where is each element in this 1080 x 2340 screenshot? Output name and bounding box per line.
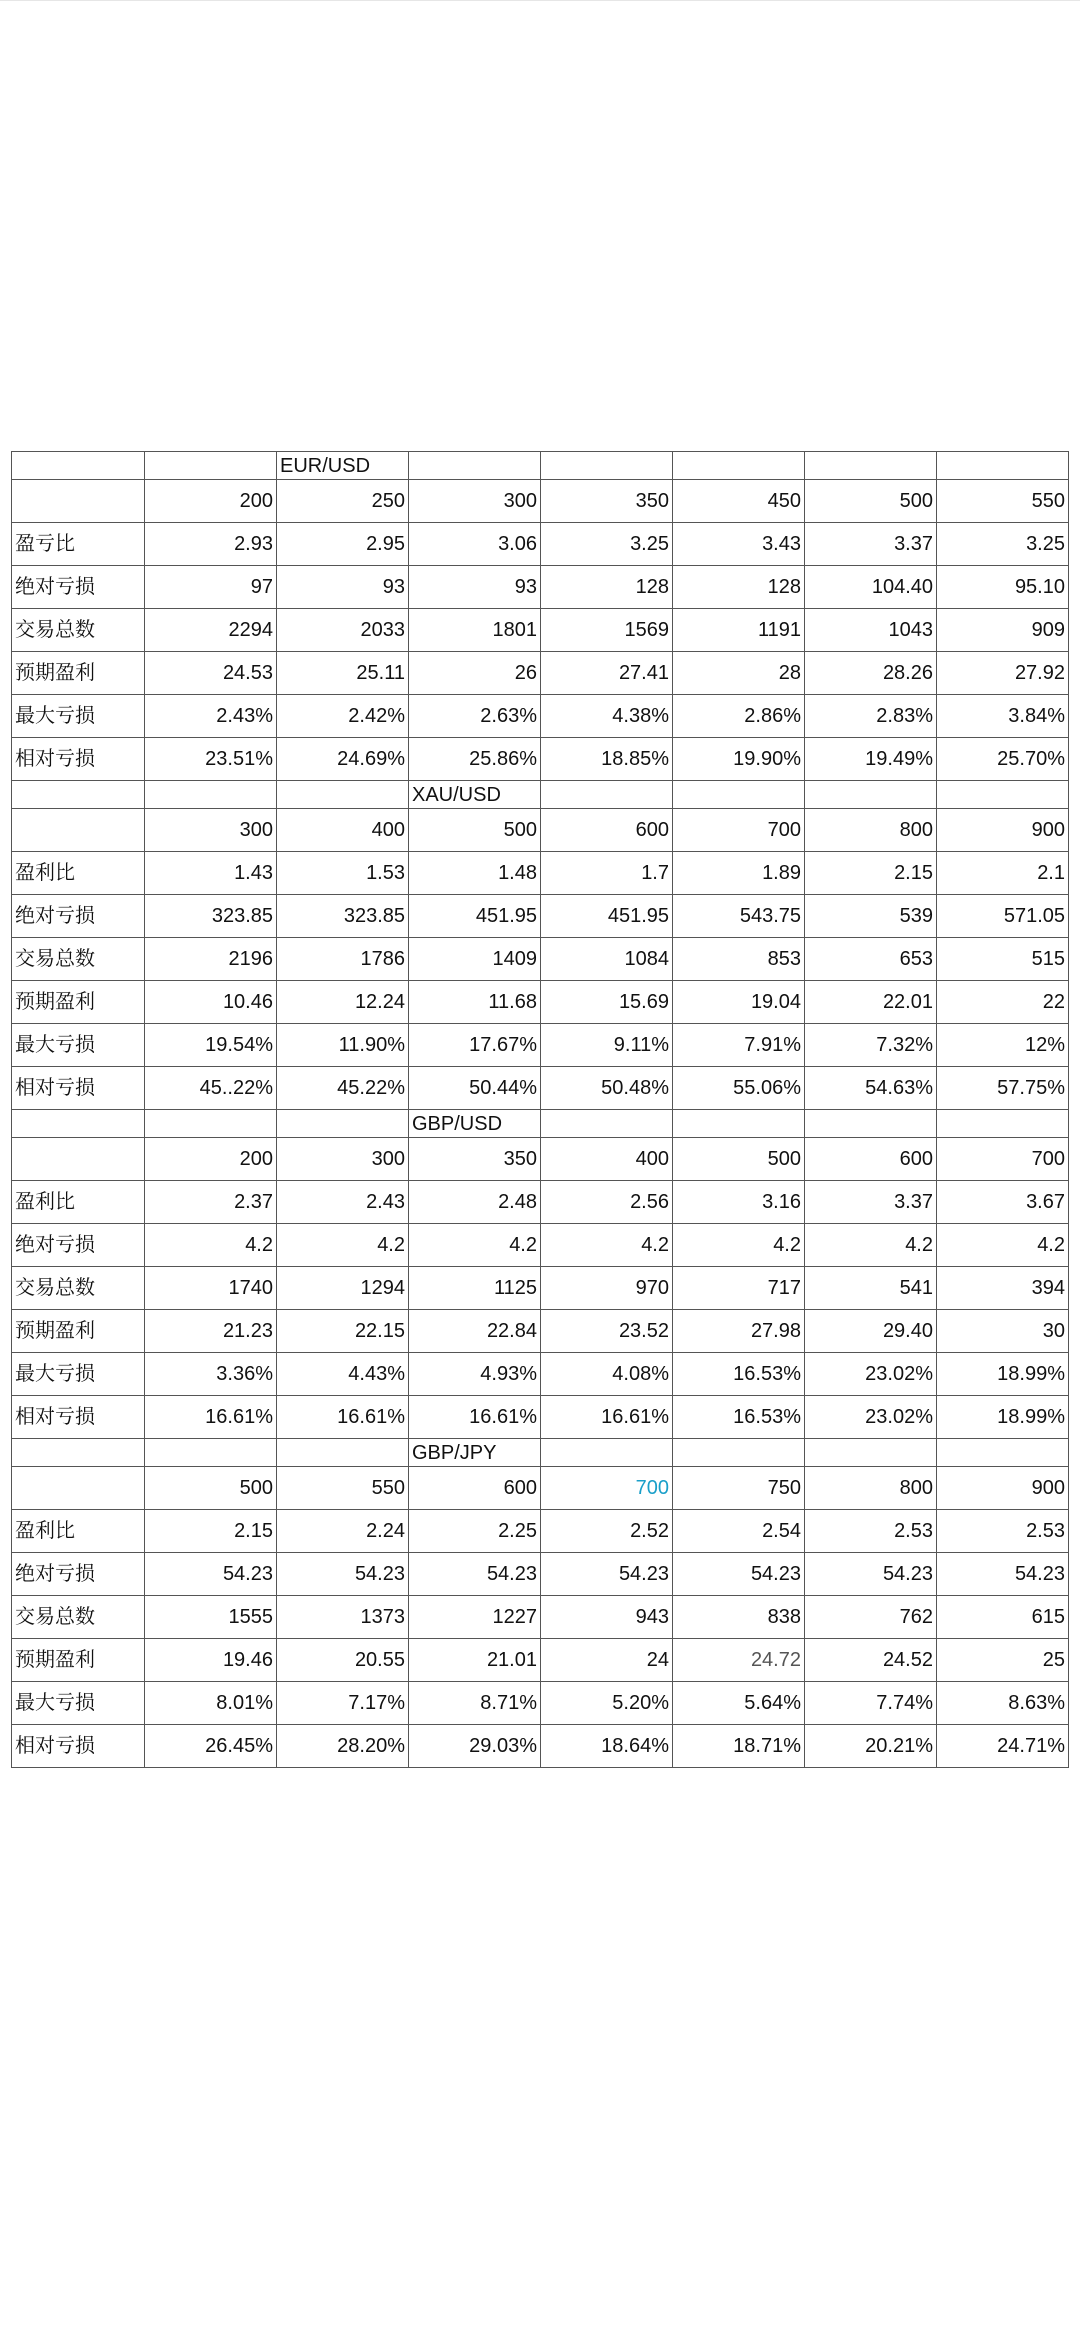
period-row [12,1138,1069,1181]
metric-value: 2.53 [937,1510,1069,1553]
metric-row [12,1682,1069,1725]
metric-value: 8.01% [145,1682,277,1725]
metric-label: 预期盈利 [12,1310,145,1353]
metric-value: 539 [805,895,937,938]
metric-value: 2.42% [277,695,409,738]
metric-row [12,695,1069,738]
metric-value: 451.95 [409,895,541,938]
metric-value: 54.23 [937,1553,1069,1596]
metric-value: 15.69 [541,981,673,1024]
period-cell: 600 [541,809,673,852]
metric-value: 1801 [409,609,541,652]
currency-pair-title: GBP/JPY [409,1439,541,1467]
metric-value: 8.63% [937,1682,1069,1725]
metric-label: 盈利比 [12,1510,145,1553]
metric-row [12,1310,1069,1353]
metric-value: 12.24 [277,981,409,1024]
metric-value: 50.44% [409,1067,541,1110]
period-cell: 700 [673,809,805,852]
period-row [12,480,1069,523]
metric-label: 最大亏损 [12,695,145,738]
metric-value: 3.37 [805,523,937,566]
currency-pair-row [12,1110,1069,1138]
metric-row [12,1596,1069,1639]
period-cell: 500 [409,809,541,852]
empty-cell [937,1110,1069,1138]
metric-value: 24.52 [805,1639,937,1682]
metric-value: 16.61% [145,1396,277,1439]
metric-value: 23.51% [145,738,277,781]
metric-value: 838 [673,1596,805,1639]
metric-row [12,609,1069,652]
currency-pair-row [12,781,1069,809]
metric-value: 93 [277,566,409,609]
currency-pair-title: EUR/USD [277,452,409,480]
metric-label: 相对亏损 [12,738,145,781]
metric-label: 最大亏损 [12,1024,145,1067]
empty-cell [12,452,145,480]
metric-value: 22.84 [409,1310,541,1353]
metric-value: 4.2 [541,1224,673,1267]
empty-cell [541,1110,673,1138]
period-cell: 700 [937,1138,1069,1181]
metric-row [12,852,1069,895]
metric-value: 4.2 [277,1224,409,1267]
metric-value: 104.40 [805,566,937,609]
metric-value: 29.03% [409,1725,541,1768]
metric-value: 22.15 [277,1310,409,1353]
empty-cell [541,452,673,480]
metric-value: 1294 [277,1267,409,1310]
empty-cell [12,1439,145,1467]
metric-label: 预期盈利 [12,652,145,695]
metric-value: 128 [673,566,805,609]
metric-value: 2.56 [541,1181,673,1224]
period-cell: 550 [937,480,1069,523]
empty-cell [805,1439,937,1467]
metric-value: 28.26 [805,652,937,695]
metric-value: 17.67% [409,1024,541,1067]
metric-value: 3.43 [673,523,805,566]
metric-value: 1.89 [673,852,805,895]
metric-value: 451.95 [541,895,673,938]
empty-cell [12,809,145,852]
metric-value: 2.48 [409,1181,541,1224]
metric-value: 18.85% [541,738,673,781]
period-cell: 600 [409,1467,541,1510]
metric-label: 盈利比 [12,1181,145,1224]
empty-cell [12,1138,145,1181]
empty-cell [805,781,937,809]
metric-row [12,1725,1069,1768]
metric-value: 1227 [409,1596,541,1639]
period-cell: 450 [673,480,805,523]
metric-value: 2.63% [409,695,541,738]
metric-label: 相对亏损 [12,1067,145,1110]
metric-value: 25 [937,1639,1069,1682]
metric-value: 2.93 [145,523,277,566]
period-cell: 200 [145,480,277,523]
metric-value: 19.54% [145,1024,277,1067]
metric-value: 10.46 [145,981,277,1024]
currency-pair-title: GBP/USD [409,1110,541,1138]
metric-value: 3.16 [673,1181,805,1224]
metric-row [12,1024,1069,1067]
metric-value: 571.05 [937,895,1069,938]
metric-value: 19.49% [805,738,937,781]
metric-value: 24 [541,1639,673,1682]
empty-cell [145,452,277,480]
metric-value: 4.38% [541,695,673,738]
metric-value: 19.90% [673,738,805,781]
metric-value: 653 [805,938,937,981]
empty-cell [12,781,145,809]
metric-row [12,738,1069,781]
metric-value: 3.37 [805,1181,937,1224]
metric-value: 54.63% [805,1067,937,1110]
metric-row [12,1067,1069,1110]
period-cell: 800 [805,809,937,852]
metric-value: 853 [673,938,805,981]
metric-label: 相对亏损 [12,1725,145,1768]
empty-cell [541,1439,673,1467]
metric-value: 1555 [145,1596,277,1639]
period-cell: 750 [673,1467,805,1510]
period-cell: 600 [805,1138,937,1181]
metric-row [12,938,1069,981]
metric-value: 12% [937,1024,1069,1067]
metric-value: 323.85 [277,895,409,938]
metric-value: 2.95 [277,523,409,566]
empty-cell [673,1110,805,1138]
period-cell: 400 [541,1138,673,1181]
empty-cell [673,452,805,480]
metric-value: 1043 [805,609,937,652]
metric-value: 21.23 [145,1310,277,1353]
metric-value: 18.64% [541,1725,673,1768]
metric-value: 18.71% [673,1725,805,1768]
metric-value: 18.99% [937,1396,1069,1439]
empty-cell [673,781,805,809]
metric-value: 615 [937,1596,1069,1639]
metric-row [12,523,1069,566]
metric-value: 16.61% [277,1396,409,1439]
metric-row [12,566,1069,609]
metric-value: 3.67 [937,1181,1069,1224]
metric-value: 28.20% [277,1725,409,1768]
metric-value: 55.06% [673,1067,805,1110]
period-cell: 300 [145,809,277,852]
period-row [12,809,1069,852]
metric-value: 29.40 [805,1310,937,1353]
metric-value: 93 [409,566,541,609]
currency-pair-row [12,452,1069,480]
metric-value: 2.53 [805,1510,937,1553]
period-cell: 500 [805,480,937,523]
metric-value: 54.23 [541,1553,673,1596]
metric-value: 394 [937,1267,1069,1310]
metric-value: 26.45% [145,1725,277,1768]
period-cell: 250 [277,480,409,523]
metric-value: 2.1 [937,852,1069,895]
metric-value: 3.06 [409,523,541,566]
metric-value: 1740 [145,1267,277,1310]
metric-value: 19.04 [673,981,805,1024]
metric-value: 2.15 [805,852,937,895]
metric-row [12,1353,1069,1396]
metric-value: 20.55 [277,1639,409,1682]
metric-value: 4.2 [673,1224,805,1267]
period-cell: 900 [937,809,1069,852]
backtest-table [11,451,1069,1768]
top-divider [0,0,1080,1]
metric-value: 9.11% [541,1024,673,1067]
metric-value: 541 [805,1267,937,1310]
metric-value: 3.36% [145,1353,277,1396]
metric-value: 23.02% [805,1353,937,1396]
empty-cell [673,1439,805,1467]
metric-label: 盈利比 [12,852,145,895]
metric-value: 21.01 [409,1639,541,1682]
metric-label: 交易总数 [12,1267,145,1310]
metric-label: 盈亏比 [12,523,145,566]
metric-value: 24.71% [937,1725,1069,1768]
metric-row [12,1267,1069,1310]
metric-value: 2.86% [673,695,805,738]
empty-cell [145,1110,277,1138]
metric-value: 1084 [541,938,673,981]
metric-value: 1373 [277,1596,409,1639]
metric-value: 20.21% [805,1725,937,1768]
metric-value: 19.46 [145,1639,277,1682]
empty-cell [277,1110,409,1138]
metric-value: 27.98 [673,1310,805,1353]
metric-value: 2.24 [277,1510,409,1553]
metric-value: 4.08% [541,1353,673,1396]
metric-value: 2.54 [673,1510,805,1553]
metric-value: 128 [541,566,673,609]
metric-value: 970 [541,1267,673,1310]
metric-value: 4.2 [805,1224,937,1267]
metric-value: 22.01 [805,981,937,1024]
metric-value: 1409 [409,938,541,981]
metric-value: 7.91% [673,1024,805,1067]
metric-value: 24.53 [145,652,277,695]
metric-value: 1.43 [145,852,277,895]
metric-value: 1191 [673,609,805,652]
period-row [12,1467,1069,1510]
metric-label: 预期盈利 [12,981,145,1024]
metric-value: 54.23 [805,1553,937,1596]
metric-value: 24.72 [673,1639,805,1682]
metric-label: 绝对亏损 [12,1224,145,1267]
metric-value: 2.83% [805,695,937,738]
period-cell: 700 [541,1467,673,1510]
empty-cell [12,480,145,523]
period-cell: 350 [409,1138,541,1181]
metric-value: 24.69% [277,738,409,781]
empty-cell [277,1439,409,1467]
metric-value: 1125 [409,1267,541,1310]
metric-value: 26 [409,652,541,695]
empty-cell [937,1439,1069,1467]
metric-value: 3.25 [541,523,673,566]
empty-cell [145,781,277,809]
metric-value: 7.74% [805,1682,937,1725]
metric-value: 30 [937,1310,1069,1353]
metric-value: 22 [937,981,1069,1024]
metric-value: 2.43% [145,695,277,738]
metric-label: 交易总数 [12,938,145,981]
period-cell: 400 [277,809,409,852]
period-cell: 500 [673,1138,805,1181]
metric-value: 27.41 [541,652,673,695]
metric-label: 交易总数 [12,609,145,652]
metric-value: 717 [673,1267,805,1310]
metric-value: 2.25 [409,1510,541,1553]
metric-value: 4.2 [409,1224,541,1267]
metric-value: 323.85 [145,895,277,938]
currency-pair-row [12,1439,1069,1467]
empty-cell [12,1467,145,1510]
metric-label: 交易总数 [12,1596,145,1639]
metric-value: 25.70% [937,738,1069,781]
metric-value: 1786 [277,938,409,981]
metric-value: 16.53% [673,1353,805,1396]
metric-value: 18.99% [937,1353,1069,1396]
currency-pair-title: XAU/USD [409,781,541,809]
metric-value: 54.23 [145,1553,277,1596]
metric-label: 相对亏损 [12,1396,145,1439]
metric-label: 绝对亏损 [12,566,145,609]
metric-value: 5.20% [541,1682,673,1725]
metric-value: 45.22% [277,1067,409,1110]
metric-value: 54.23 [277,1553,409,1596]
empty-cell [409,452,541,480]
metric-value: 45..22% [145,1067,277,1110]
period-cell: 350 [541,480,673,523]
metric-value: 16.53% [673,1396,805,1439]
metric-value: 2.52 [541,1510,673,1553]
metric-value: 943 [541,1596,673,1639]
metric-row [12,652,1069,695]
empty-cell [145,1439,277,1467]
metric-value: 23.02% [805,1396,937,1439]
empty-cell [12,1110,145,1138]
metric-value: 5.64% [673,1682,805,1725]
metric-value: 1.7 [541,852,673,895]
metric-value: 7.17% [277,1682,409,1725]
metric-value: 54.23 [673,1553,805,1596]
metric-label: 最大亏损 [12,1353,145,1396]
empty-cell [805,1110,937,1138]
empty-cell [277,781,409,809]
period-cell: 900 [937,1467,1069,1510]
empty-cell [937,452,1069,480]
metric-value: 1569 [541,609,673,652]
period-cell: 200 [145,1138,277,1181]
metric-row [12,1396,1069,1439]
metric-value: 11.68 [409,981,541,1024]
metric-value: 515 [937,938,1069,981]
metric-label: 预期盈利 [12,1639,145,1682]
metric-value: 1.53 [277,852,409,895]
metric-value: 1.48 [409,852,541,895]
metric-value: 2.15 [145,1510,277,1553]
metric-row [12,981,1069,1024]
metric-row [12,895,1069,938]
metric-value: 11.90% [277,1024,409,1067]
metric-value: 2033 [277,609,409,652]
period-cell: 500 [145,1467,277,1510]
metric-value: 57.75% [937,1067,1069,1110]
metric-value: 54.23 [409,1553,541,1596]
metric-row [12,1553,1069,1596]
period-cell: 300 [277,1138,409,1181]
metric-value: 3.84% [937,695,1069,738]
metric-value: 4.2 [145,1224,277,1267]
backtest-table-body [12,452,1069,1768]
metric-label: 最大亏损 [12,1682,145,1725]
metric-value: 16.61% [541,1396,673,1439]
empty-cell [541,781,673,809]
metric-value: 762 [805,1596,937,1639]
metric-row [12,1510,1069,1553]
metric-value: 4.43% [277,1353,409,1396]
period-cell: 300 [409,480,541,523]
period-cell: 550 [277,1467,409,1510]
metric-value: 25.11 [277,652,409,695]
metric-value: 909 [937,609,1069,652]
metric-value: 4.93% [409,1353,541,1396]
metric-value: 2294 [145,609,277,652]
metric-row [12,1639,1069,1682]
metric-value: 27.92 [937,652,1069,695]
metric-value: 4.2 [937,1224,1069,1267]
metric-label: 绝对亏损 [12,1553,145,1596]
metric-value: 95.10 [937,566,1069,609]
empty-cell [805,452,937,480]
metric-value: 2.37 [145,1181,277,1224]
metric-value: 23.52 [541,1310,673,1353]
metric-row [12,1224,1069,1267]
metric-value: 28 [673,652,805,695]
metric-value: 7.32% [805,1024,937,1067]
metric-value: 16.61% [409,1396,541,1439]
metric-value: 50.48% [541,1067,673,1110]
empty-cell [937,781,1069,809]
period-cell: 800 [805,1467,937,1510]
metric-value: 3.25 [937,523,1069,566]
metric-value: 543.75 [673,895,805,938]
metric-value: 97 [145,566,277,609]
metric-row [12,1181,1069,1224]
metric-value: 2196 [145,938,277,981]
metric-value: 25.86% [409,738,541,781]
metric-value: 8.71% [409,1682,541,1725]
metric-label: 绝对亏损 [12,895,145,938]
metric-value: 2.43 [277,1181,409,1224]
